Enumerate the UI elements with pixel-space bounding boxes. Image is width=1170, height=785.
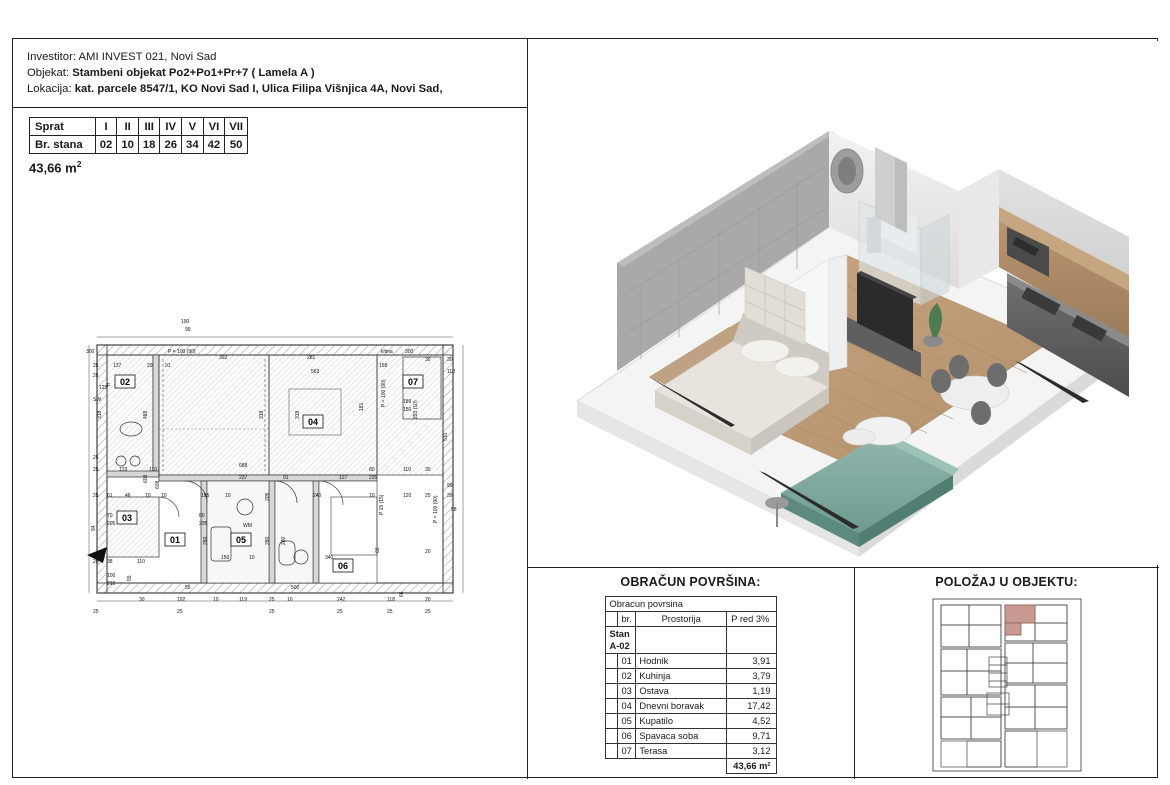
apartment-label: Br. stana xyxy=(30,136,96,154)
row-name: Spavaca soba xyxy=(636,729,727,744)
svg-text:110: 110 xyxy=(137,559,145,565)
location-label: Lokacija: xyxy=(27,83,72,95)
svg-text:46: 46 xyxy=(125,493,131,499)
svg-text:137: 137 xyxy=(113,363,122,369)
svg-text:300: 300 xyxy=(86,349,95,355)
apartment-cell: 26 xyxy=(160,136,182,154)
svg-text:240: 240 xyxy=(313,493,322,499)
spacer-cell xyxy=(605,612,617,627)
floor-apartment-table xyxy=(29,117,248,154)
title-block xyxy=(27,49,517,97)
svg-text:25: 25 xyxy=(93,455,99,461)
investor-line xyxy=(27,49,517,65)
svg-text:klima: klima xyxy=(381,349,393,355)
svg-text:25: 25 xyxy=(93,609,99,615)
location-line xyxy=(27,81,517,97)
object-line xyxy=(27,65,517,81)
floor-cell: VI xyxy=(203,118,225,136)
svg-text:210: 210 xyxy=(107,581,116,587)
svg-text:100: 100 xyxy=(107,573,116,579)
svg-text:25: 25 xyxy=(425,609,431,615)
row-value: 3,79 xyxy=(727,669,776,684)
floor-cell: VII xyxy=(225,118,248,136)
svg-text:25: 25 xyxy=(387,609,393,615)
svg-text:181: 181 xyxy=(359,402,365,411)
svg-text:91: 91 xyxy=(283,475,289,481)
table-row xyxy=(605,669,776,684)
area-section-title: OBRAČUN POVRŠINA: xyxy=(620,575,761,589)
svg-text:30: 30 xyxy=(425,357,431,363)
apartment-cell: 10 xyxy=(117,136,139,154)
svg-text:25: 25 xyxy=(93,559,99,565)
group-blank-1 xyxy=(636,627,727,654)
floor-cell: V xyxy=(182,118,204,136)
svg-text:205: 205 xyxy=(199,521,208,527)
svg-text:F: F xyxy=(107,383,111,389)
svg-text:120: 120 xyxy=(403,493,412,499)
svg-text:500: 500 xyxy=(291,585,300,591)
row-spacer xyxy=(605,714,617,729)
apartment-cell: 18 xyxy=(138,136,160,154)
svg-text:P 15 (15): P 15 (15) xyxy=(379,494,385,515)
apartment-cell: 34 xyxy=(182,136,204,154)
svg-text:10: 10 xyxy=(225,493,231,499)
svg-text:318: 318 xyxy=(259,410,265,419)
investor-value: AMI INVEST 021, Novi Sad xyxy=(78,51,217,63)
svg-text:58: 58 xyxy=(451,507,457,513)
building-key-plan xyxy=(927,597,1087,773)
sheet-frame xyxy=(12,38,1158,778)
svg-text:99: 99 xyxy=(185,327,191,333)
sprat-label: Sprat xyxy=(30,118,96,136)
row-spacer xyxy=(605,669,617,684)
svg-text:123: 123 xyxy=(119,467,128,473)
svg-text:318: 318 xyxy=(295,410,301,419)
group-label: Stan A-02 xyxy=(605,627,636,654)
row-br: 06 xyxy=(617,729,636,744)
svg-text:488: 488 xyxy=(143,410,149,419)
svg-text:38: 38 xyxy=(107,559,113,565)
svg-text:07: 07 xyxy=(407,377,419,387)
svg-text:P = 100 (90): P = 100 (90) xyxy=(433,495,439,523)
col-br: br. xyxy=(617,612,636,627)
svg-text:06: 06 xyxy=(337,561,349,571)
svg-text:10: 10 xyxy=(369,493,375,499)
row-value: 17,42 xyxy=(727,699,776,714)
svg-text:SW: SW xyxy=(93,397,102,403)
total-value: 43,66 m² xyxy=(727,759,776,774)
svg-text:293 (10): 293 (10) xyxy=(413,400,419,419)
floor-cell: III xyxy=(138,118,160,136)
svg-text:281: 281 xyxy=(307,355,316,361)
svg-text:20: 20 xyxy=(425,549,431,555)
total-spacer-3 xyxy=(636,759,727,774)
table-group-row xyxy=(605,627,776,654)
highlighted-apartment xyxy=(1005,605,1035,623)
row-br: 04 xyxy=(617,699,636,714)
apartment-cell: 50 xyxy=(225,136,248,154)
row-spacer xyxy=(605,744,617,759)
total-area-unit-exponent: 2 xyxy=(76,159,82,169)
row-name: Kupatilo xyxy=(636,714,727,729)
row-br: 05 xyxy=(617,714,636,729)
svg-text:99: 99 xyxy=(447,483,453,489)
svg-text:242: 242 xyxy=(337,597,346,603)
svg-text:392: 392 xyxy=(219,355,228,361)
row-br: 01 xyxy=(617,654,636,669)
svg-text:608: 608 xyxy=(143,474,149,483)
svg-text:280: 280 xyxy=(203,536,209,545)
total-area-heading xyxy=(29,159,81,175)
svg-text:10: 10 xyxy=(161,493,167,499)
row-value: 9,71 xyxy=(727,729,776,744)
svg-text:125: 125 xyxy=(99,385,108,391)
row-name: Hodnik xyxy=(636,654,727,669)
svg-text:55: 55 xyxy=(127,575,133,581)
svg-text:280: 280 xyxy=(281,536,287,545)
header-divider xyxy=(13,107,527,108)
svg-text:20: 20 xyxy=(425,597,431,603)
row-br: 02 xyxy=(617,669,636,684)
row-spacer xyxy=(605,654,617,669)
row-spacer xyxy=(605,699,617,714)
area-calculation-section xyxy=(527,567,854,779)
row-value: 3,12 xyxy=(727,744,776,759)
table-row xyxy=(605,684,776,699)
total-area-value: 43,66 m xyxy=(29,160,77,176)
svg-text:01: 01 xyxy=(169,535,181,545)
svg-text:55: 55 xyxy=(185,585,191,591)
svg-text:110: 110 xyxy=(403,467,411,473)
svg-text:688: 688 xyxy=(239,463,248,469)
table-row xyxy=(605,699,776,714)
svg-text:563: 563 xyxy=(311,369,320,375)
svg-text:WM: WM xyxy=(243,523,252,529)
location-value: kat. parcele 8547/1, KO Novi Sad I, Ulica Filipa Višnjica 4A, Novi Sad, xyxy=(74,83,443,95)
row-spacer xyxy=(605,684,617,699)
row-name: Dnevni boravak xyxy=(636,699,727,714)
svg-text:25: 25 xyxy=(93,493,99,499)
svg-text:80: 80 xyxy=(199,513,205,519)
svg-text:03: 03 xyxy=(121,513,133,523)
svg-text:02: 02 xyxy=(119,377,131,387)
svg-text:66: 66 xyxy=(375,547,381,553)
svg-text:235: 235 xyxy=(369,475,378,481)
svg-text:110: 110 xyxy=(447,369,455,375)
svg-text:80: 80 xyxy=(369,467,375,473)
floor-cell: I xyxy=(95,118,117,136)
svg-text:70: 70 xyxy=(107,513,113,519)
row-br: 07 xyxy=(617,744,636,759)
table-row xyxy=(30,118,248,136)
total-spacer-2 xyxy=(617,759,636,774)
table-row xyxy=(30,136,248,154)
svg-text:25: 25 xyxy=(93,363,99,369)
object-label: Objekat: xyxy=(27,67,70,79)
row-name: Ostava xyxy=(636,684,727,699)
investor-label: Investitor: xyxy=(27,51,76,63)
svg-text:118: 118 xyxy=(387,597,395,603)
position-in-building-section xyxy=(854,567,1159,779)
svg-text:150: 150 xyxy=(403,407,412,413)
svg-text:10: 10 xyxy=(249,555,255,561)
svg-text:04: 04 xyxy=(307,417,319,427)
floor-plan-drawing xyxy=(73,301,493,646)
table-header-row xyxy=(605,612,776,627)
svg-text:61: 61 xyxy=(107,493,113,499)
svg-text:66: 66 xyxy=(399,591,405,597)
svg-text:05: 05 xyxy=(235,535,247,545)
svg-text:205: 205 xyxy=(265,492,271,501)
col-prostorija: Prostorija xyxy=(636,612,727,627)
row-value: 3,91 xyxy=(727,654,776,669)
svg-text:237: 237 xyxy=(239,475,248,481)
svg-text:158: 158 xyxy=(379,363,388,369)
svg-text:150: 150 xyxy=(221,555,230,561)
svg-text:20: 20 xyxy=(147,363,153,369)
svg-text:10: 10 xyxy=(287,597,293,603)
apartment-3d-render xyxy=(529,41,1159,565)
svg-text:190: 190 xyxy=(181,319,190,325)
svg-text:119: 119 xyxy=(239,597,247,603)
table-row xyxy=(605,714,776,729)
total-spacer-1 xyxy=(605,759,617,774)
floor-cell: IV xyxy=(160,118,182,136)
area-table-caption: Obracun povrsina xyxy=(605,597,776,612)
svg-text:P = 100 (90): P = 100 (90) xyxy=(381,379,387,407)
row-spacer xyxy=(605,729,617,744)
row-value: 4,52 xyxy=(727,714,776,729)
table-row xyxy=(605,744,776,759)
svg-text:318: 318 xyxy=(97,410,103,419)
table-row xyxy=(605,729,776,744)
svg-text:280: 280 xyxy=(265,536,271,545)
row-br: 03 xyxy=(617,684,636,699)
svg-text:510: 510 xyxy=(443,432,449,441)
svg-text:30: 30 xyxy=(447,357,453,363)
apartment-cell: 02 xyxy=(95,136,117,154)
position-section-title: POLOŽAJ U OBJEKTU: xyxy=(935,575,1078,589)
svg-text:340: 340 xyxy=(325,555,334,561)
svg-text:25: 25 xyxy=(425,493,431,499)
area-table xyxy=(605,596,777,774)
svg-text:10: 10 xyxy=(213,597,219,603)
row-value: 1,19 xyxy=(727,684,776,699)
svg-text:110: 110 xyxy=(149,467,157,473)
svg-text:30: 30 xyxy=(139,597,145,603)
svg-text:189: 189 xyxy=(403,399,412,405)
group-blank-2 xyxy=(727,627,776,654)
svg-text:192: 192 xyxy=(177,597,186,603)
svg-text:300: 300 xyxy=(405,349,414,355)
svg-text:608: 608 xyxy=(155,480,161,489)
table-row xyxy=(605,654,776,669)
floor-cell: II xyxy=(117,118,139,136)
svg-text:94: 94 xyxy=(91,525,97,531)
svg-text:10: 10 xyxy=(145,493,151,499)
svg-text:30: 30 xyxy=(425,467,431,473)
table-row xyxy=(605,597,776,612)
svg-text:91: 91 xyxy=(165,363,171,369)
svg-text:39: 39 xyxy=(447,493,453,499)
svg-text:25: 25 xyxy=(337,609,343,615)
svg-text:195: 195 xyxy=(201,493,210,499)
object-value: Stambeni objekat Po2+Po1+Pr+7 ( Lamela A ) xyxy=(72,67,315,79)
table-total-row xyxy=(605,759,776,774)
apartment-cell: 42 xyxy=(203,136,225,154)
svg-text:25: 25 xyxy=(269,609,275,615)
row-name: Kuhinja xyxy=(636,669,727,684)
col-povrsina: P red 3% xyxy=(727,612,776,627)
row-name: Terasa xyxy=(636,744,727,759)
svg-text:25: 25 xyxy=(93,467,99,473)
svg-text:25: 25 xyxy=(177,609,183,615)
svg-text:25: 25 xyxy=(269,597,275,603)
svg-text:P = 100 (90): P = 100 (90) xyxy=(168,349,196,355)
svg-text:127: 127 xyxy=(339,475,348,481)
svg-text:25: 25 xyxy=(93,373,99,379)
svg-text:205: 205 xyxy=(107,521,116,527)
